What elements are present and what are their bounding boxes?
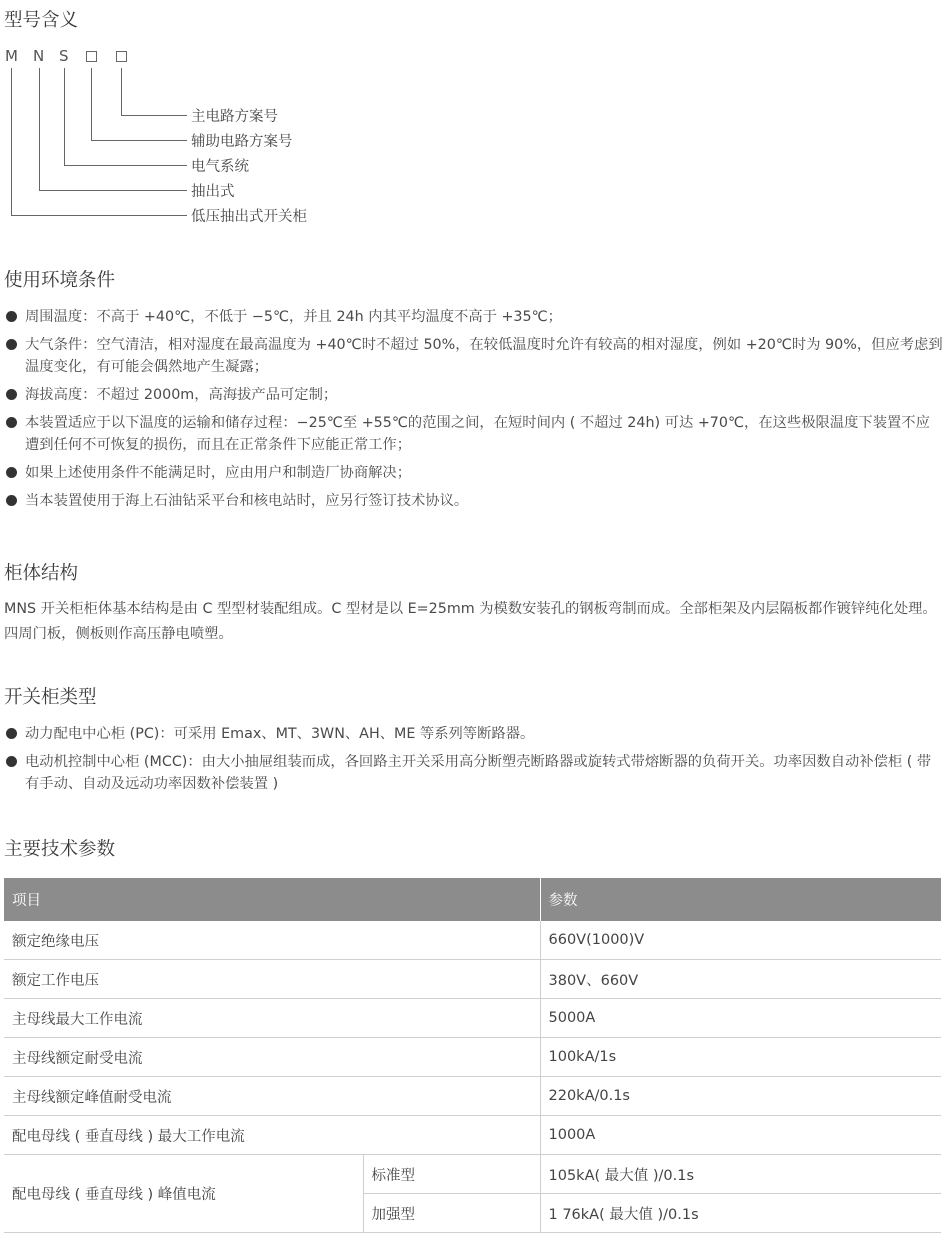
- list-item: 海拔高度：不超过 2000m，高海拔产品可定制；: [6, 384, 943, 406]
- cell-value: 1000A: [540, 1116, 941, 1155]
- connector-line: [121, 68, 122, 115]
- label-electrical-system: 电气系统: [191, 159, 249, 175]
- structure-section-title: 柜体结构: [4, 563, 79, 584]
- cell-value: 220kA/0.1s: [540, 1077, 941, 1116]
- list-item: 本装置适应于以下温度的运输和储存过程：−25℃至 +55℃的范围之间，在短时间内 ( 不超过 24h) 可达 +70℃，在这些极限温度下装置不应遭到任何不可恢复的损伤，而且在正常条件下应能正常工作；: [6, 412, 943, 456]
- table-row: [4, 1038, 941, 1077]
- cell-subtype: 加强型: [363, 1194, 540, 1233]
- bullet-dot-icon: [6, 417, 17, 428]
- types-section-title: 开关柜类型: [4, 687, 97, 708]
- bullet-dot-icon: [6, 311, 17, 322]
- bullet-dot-icon: [6, 467, 17, 478]
- header-item: 项目: [4, 878, 540, 921]
- env-section-title: 使用环境条件: [4, 270, 116, 291]
- cell-subtype: 标准型: [363, 1155, 540, 1194]
- structure-description: MNS 开关柜柜体基本结构是由 C 型型材装配组成。C 型材是以 E=25mm 为模数安装孔的钢板弯制而成。全部柜架及内层隔板都作镀锌纯化处理。四周门板，侧板则作高压静电喷塑。: [4, 601, 937, 642]
- connector-line: [39, 68, 40, 190]
- list-item: 大气条件：空气清洁，相对湿度在最高温度为 +40℃时不超过 50%，在较低温度时允许有较高的相对湿度，例如 +20℃时为 90%，但应考虑到温度变化，有可能会偶然地产生凝露；: [6, 334, 943, 378]
- table-row: [4, 1155, 941, 1194]
- connector-line: [91, 68, 92, 140]
- table-row: [4, 960, 941, 999]
- code-letter-s: S: [59, 47, 69, 65]
- connector-line: [91, 140, 187, 141]
- table-row: [4, 999, 941, 1038]
- code-letter-n: N: [33, 47, 45, 65]
- cell-item: 主母线额定耐受电流: [4, 1038, 540, 1077]
- connector-line: [64, 68, 65, 165]
- env-conditions-list: [6, 306, 943, 518]
- cell-item: 主母线额定峰值耐受电流: [4, 1077, 540, 1116]
- connector-line: [121, 115, 187, 116]
- cell-value: 105kA( 最大值 )/0.1s: [540, 1155, 941, 1194]
- table-header-row: [4, 878, 941, 921]
- cell-item: 配电母线 ( 垂直母线 ) 最大工作电流: [4, 1116, 540, 1155]
- code-letter-m: M: [5, 47, 18, 65]
- cell-item: 配电母线 ( 垂直母线 ) 峰值电流: [4, 1155, 363, 1233]
- label-aux-circuit: 辅助电路方案号: [191, 134, 293, 150]
- bullet-dot-icon: [6, 728, 17, 739]
- cell-item: 额定绝缘电压: [4, 921, 540, 960]
- list-item: 动力配电中心柜 (PC)：可采用 Emax、MT、3WN、AH、ME 等系列等断路器。: [6, 723, 943, 745]
- code-placeholder-box: [86, 51, 97, 62]
- table-row: [4, 1077, 941, 1116]
- cabinet-types-list: [6, 723, 943, 801]
- code-placeholder-box: [116, 51, 127, 62]
- params-section-title: 主要技术参数: [4, 839, 116, 860]
- list-item: 如果上述使用条件不能满足时，应由用户和制造厂协商解决；: [6, 462, 943, 484]
- label-cabinet-type: 低压抽出式开关柜: [191, 209, 307, 225]
- table-row: [4, 1116, 941, 1155]
- bullet-dot-icon: [6, 495, 17, 506]
- connector-line: [11, 215, 187, 216]
- bullet-dot-icon: [6, 389, 17, 400]
- table-row: [4, 921, 941, 960]
- cell-item: 主母线最大工作电流: [4, 999, 540, 1038]
- cell-value: 660V(1000)V: [540, 921, 941, 960]
- cell-value: 100kA/1s: [540, 1038, 941, 1077]
- cell-value: 1 76kA( 最大值 )/0.1s: [540, 1194, 941, 1233]
- header-value: 参数: [540, 878, 941, 921]
- list-item: 周围温度：不高于 +40℃，不低于 −5℃，并且 24h 内其平均温度不高于 +35℃；: [6, 306, 943, 328]
- connector-line: [64, 165, 187, 166]
- cell-value: 5000A: [540, 999, 941, 1038]
- connector-line: [11, 68, 12, 215]
- bullet-dot-icon: [6, 339, 17, 350]
- label-draw-out: 抽出式: [191, 184, 235, 200]
- label-main-circuit: 主电路方案号: [191, 109, 278, 125]
- model-section-title: 型号含义: [4, 10, 79, 31]
- bullet-dot-icon: [6, 756, 17, 767]
- list-item: 当本装置使用于海上石油钻采平台和核电站时，应另行签订技术协议。: [6, 490, 943, 512]
- cell-item: 额定工作电压: [4, 960, 540, 999]
- list-item: 电动机控制中心柜 (MCC)：由大小抽屉组装而成，各回路主开关采用高分断塑壳断路器或旋转式带熔断器的负荷开关。功率因数自动补偿柜 ( 带有手动、自动及远动功率因数补偿装置 ): [6, 751, 943, 795]
- cell-value: 380V、660V: [540, 960, 941, 999]
- connector-line: [39, 190, 187, 191]
- params-table: [4, 878, 941, 1233]
